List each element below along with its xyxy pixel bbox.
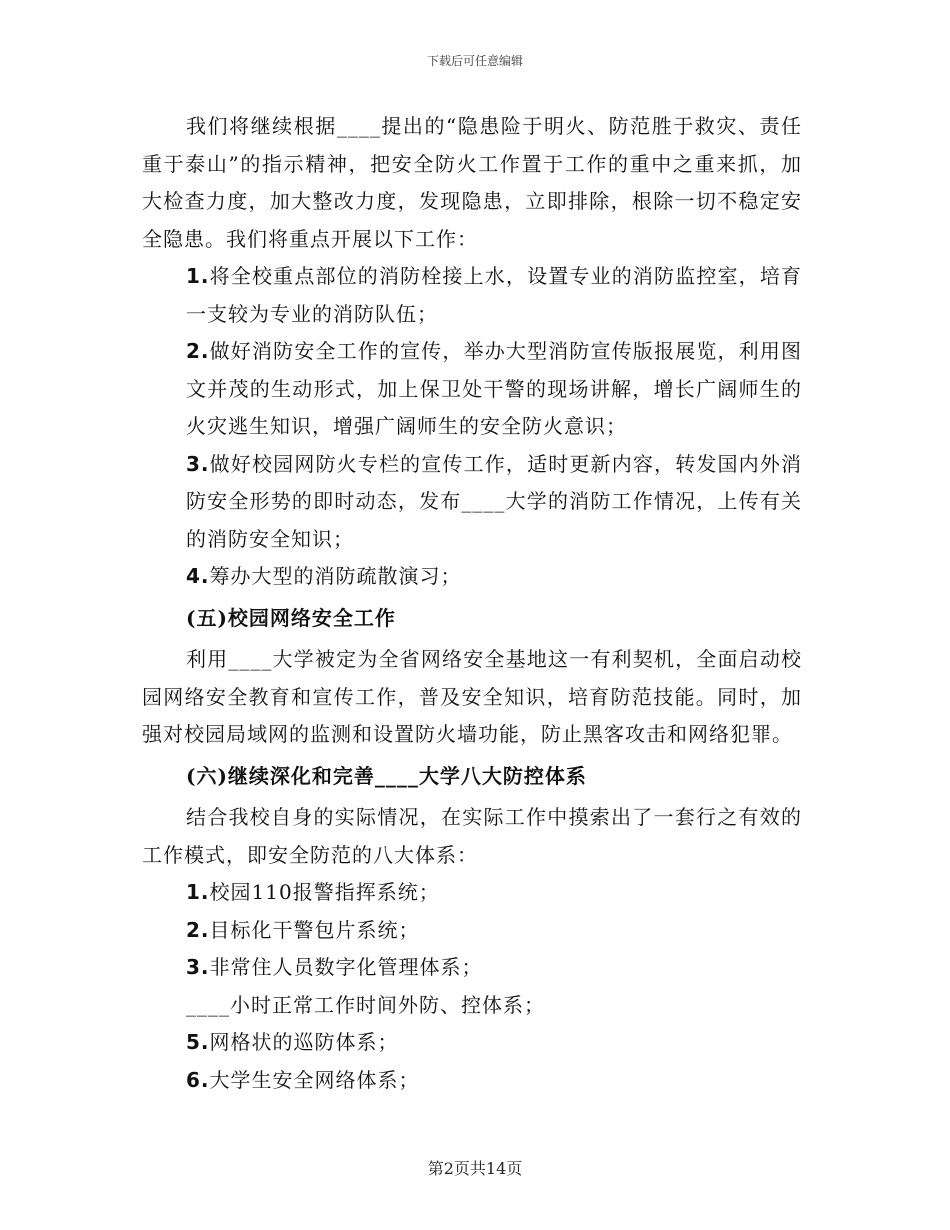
list-item bbox=[142, 987, 802, 1025]
list-item-number: 1. bbox=[186, 880, 210, 904]
list-item bbox=[142, 912, 802, 950]
list-item bbox=[142, 558, 802, 596]
list-item-text: 筹办大型的消防疏散演习； bbox=[209, 564, 462, 588]
list-item-number: 3. bbox=[186, 955, 210, 979]
list-item-text: 做好消防安全工作的宣传，举办大型消防宣传版报展览，利用图文并茂的生动形式，加上保卫处干警的现场讲解，增长广阔师生的火灾逃生知识，增强广阔师生的安全防火意识； bbox=[186, 339, 802, 438]
section-paragraph: 利用____大学被定为全省网络安全基地这一有利契机，全面启动校园网络安全教育和宣传工作，普及安全知识，培育防范技能。同时，加强对校园局域网的监测和设置防火墙功能，防止黑客攻击和网络犯罪。 bbox=[142, 647, 802, 746]
intro-paragraph: 我们将继续根据____提出的“隐患险于明火、防范胜于救灾、责任重于泰山”的指示精神，把安全防火工作置于工作的重中之重来抓，加大检查力度，加大整改力度，发现隐患，立即排除，根除一切不稳定安全隐患。我们将重点开展以下工作： bbox=[142, 114, 802, 251]
list-item-number: 4. bbox=[186, 564, 210, 588]
list-item-number: 5. bbox=[186, 1030, 210, 1054]
list-item-text: 大学生安全网络体系； bbox=[209, 1067, 420, 1092]
page-number-footer: 第2页共14页 bbox=[427, 1159, 523, 1178]
page-header-note: 下载后可任意编辑 bbox=[426, 54, 523, 68]
list-item-number: 2. bbox=[186, 917, 210, 942]
list-item-number: 6. bbox=[186, 1067, 210, 1092]
list-item bbox=[142, 258, 802, 333]
document-body bbox=[142, 108, 802, 1099]
list-item-text: 非常住人员数字化管理体系； bbox=[209, 955, 483, 979]
list-item-text: 目标化干警包片系统； bbox=[209, 917, 420, 942]
list-item-text: 校园110报警指挥系统； bbox=[209, 880, 440, 904]
section-paragraph: 结合我校自身的实际情况，在实际工作中摸索出了一套行之有效的工作模式，即安全防范的八大体系： bbox=[142, 805, 802, 867]
list-item bbox=[142, 333, 802, 446]
list-item bbox=[142, 1062, 802, 1100]
list-item-text: 将全校重点部位的消防栓接上水，设置专业的消防监控室，培育一支较为专业的消防队伍； bbox=[186, 264, 802, 326]
section-heading: (五)校园网络安全工作 bbox=[186, 605, 396, 630]
list-item-text: 做好校园网防火专栏的宣传工作，适时更新内容，转发国内外消防安全形势的即时动态，发布____大学的消防工作情况，上传有关的消防安全知识； bbox=[186, 451, 802, 551]
list-item-number: 1. bbox=[186, 264, 210, 288]
list-item-text: ____小时正常工作时间外防、控体系； bbox=[186, 992, 545, 1017]
list-item bbox=[142, 874, 802, 912]
section-heading: (六)继续深化和完善____大学八大防控体系 bbox=[186, 763, 587, 788]
list-item-number: 3. bbox=[186, 451, 210, 476]
list-item bbox=[142, 446, 802, 559]
list-item-text: 网格状的巡防体系； bbox=[209, 1030, 399, 1054]
list-item bbox=[142, 1024, 802, 1062]
list-item-number: 2. bbox=[186, 339, 210, 363]
list-item bbox=[142, 949, 802, 987]
